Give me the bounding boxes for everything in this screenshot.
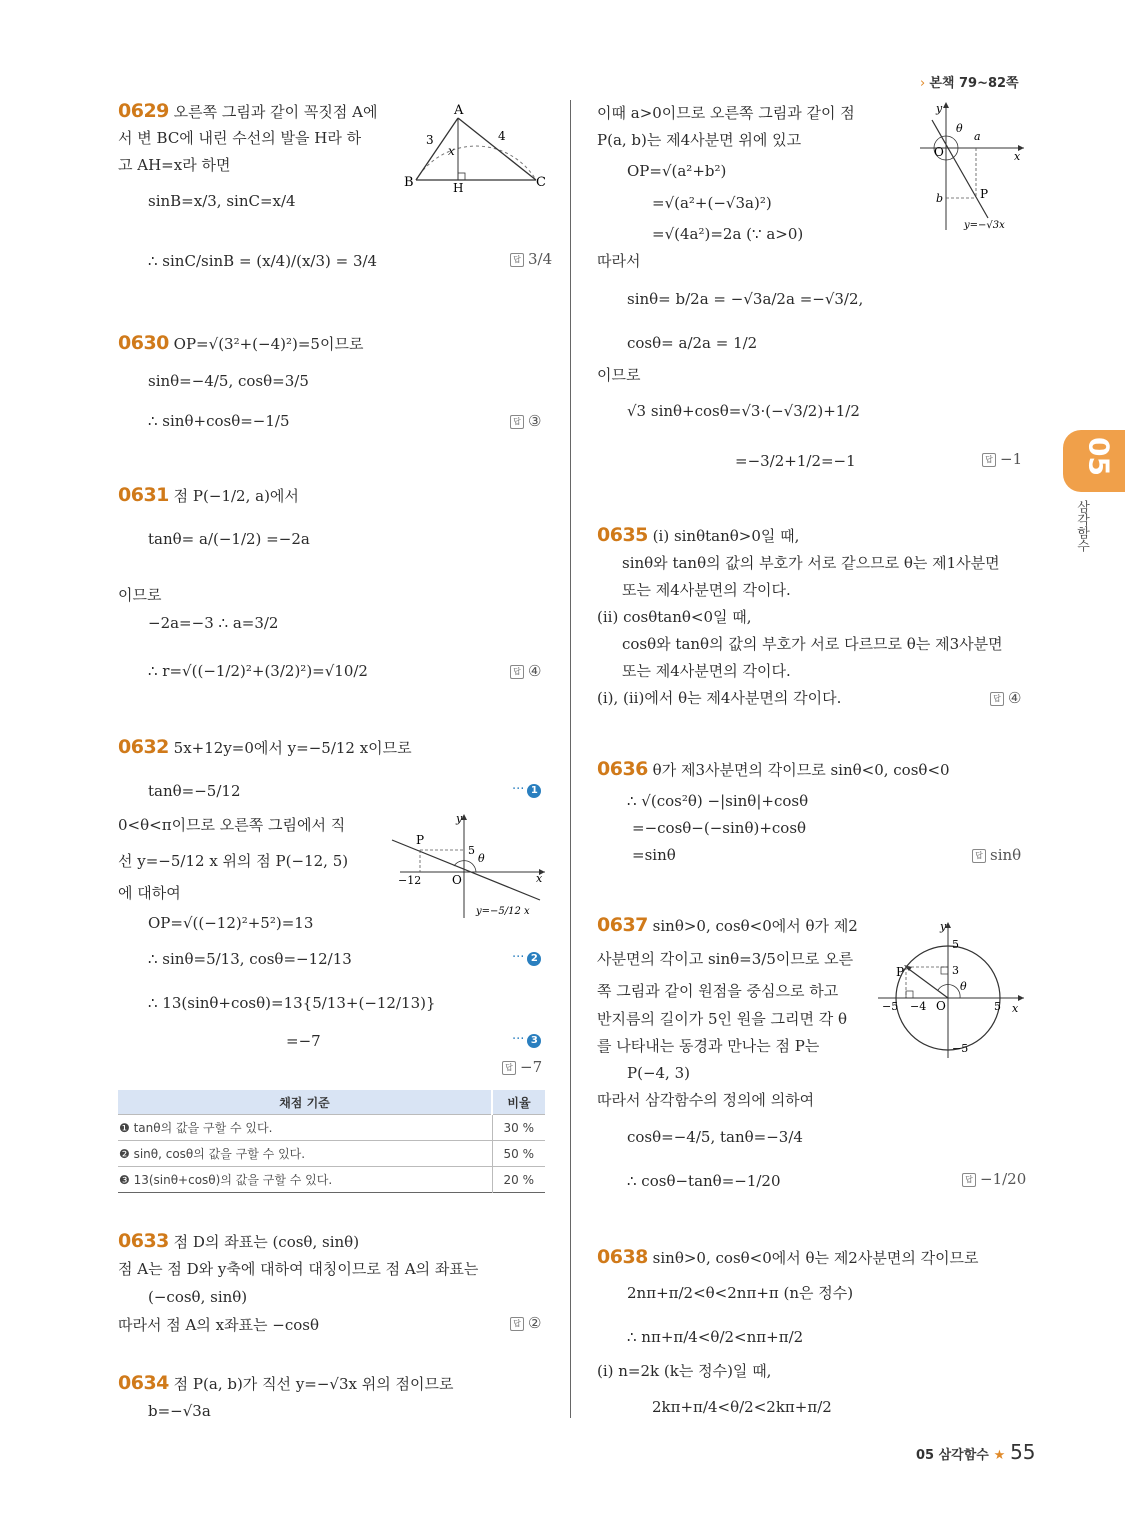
problem-0632 bbox=[118, 736, 412, 759]
problem-number: 0636 bbox=[597, 758, 648, 780]
text-line: 점 D의 좌표는 (cosθ, sinθ) bbox=[173, 1233, 360, 1251]
problem-number: 0637 bbox=[597, 914, 648, 936]
answer bbox=[990, 689, 1021, 707]
text-line: 오른쪽 그림과 같이 꼭짓점 A에 bbox=[173, 103, 378, 121]
problem-number: 0638 bbox=[597, 1246, 648, 1268]
ratio-cell: 30 % bbox=[492, 1115, 545, 1141]
line-graph-figure bbox=[390, 810, 550, 920]
label-minus-12: −12 bbox=[398, 874, 422, 887]
label-5: 5 bbox=[468, 844, 475, 857]
formula-line: cosθ=−4/5, tanθ=−3/4 bbox=[627, 1128, 803, 1146]
page-footer bbox=[916, 1440, 1036, 1464]
label-x: x bbox=[536, 872, 543, 885]
text-line: 5x+12y=0에서 y=−5/12 x이므로 bbox=[173, 739, 412, 757]
header-criteria: 채점 기준 bbox=[118, 1090, 492, 1115]
label-5-right: 5 bbox=[994, 1000, 1001, 1013]
formula-line: ∴ √(cos²θ) −|sinθ|+cosθ bbox=[627, 792, 809, 810]
answer bbox=[510, 412, 541, 430]
formula-line: =−3/2+1/2=−1 bbox=[735, 452, 856, 470]
label-B: B bbox=[404, 175, 414, 190]
label-x: x bbox=[448, 144, 455, 158]
label-P: P bbox=[416, 833, 425, 847]
formula-line: OP=√((−12)²+5²)=13 bbox=[148, 914, 314, 932]
text-line: (i), (ii)에서 θ는 제4사분면의 각이다. bbox=[597, 689, 842, 707]
answer-icon bbox=[510, 665, 524, 679]
formula-line: (−cosθ, sinθ) bbox=[148, 1288, 248, 1306]
text-line: cosθ와 tanθ의 값의 부호가 서로 다르므로 θ는 제3사분면 bbox=[622, 635, 1003, 653]
problem-number: 0630 bbox=[118, 332, 169, 354]
answer bbox=[510, 1314, 541, 1332]
text-line: (i) n=2k (k는 정수)일 때, bbox=[597, 1362, 772, 1380]
formula-line: 2nπ+π/2<θ<2nπ+π (n은 정수) bbox=[627, 1284, 854, 1302]
answer-value: −1 bbox=[1000, 450, 1023, 468]
formula-line: =−cosθ−(−sinθ)+cosθ bbox=[632, 819, 807, 837]
column-divider bbox=[570, 100, 571, 1418]
circle-figure bbox=[876, 918, 1026, 1060]
label-3: 3 bbox=[426, 133, 434, 147]
label-O: O bbox=[936, 999, 946, 1013]
step-marker-3: ··· 3 bbox=[512, 1032, 541, 1048]
text-line: 를 나타내는 동경과 만나는 점 P는 bbox=[597, 1037, 820, 1055]
formula-line: ∴ sinθ=5/13, cosθ=−12/13 bbox=[148, 950, 352, 968]
text-line: 사분면의 각이고 sinθ=3/5이므로 오른 bbox=[597, 950, 854, 968]
answer-value: −1/20 bbox=[980, 1170, 1027, 1188]
answer-value: sinθ bbox=[990, 846, 1022, 864]
page-number: 55 bbox=[1010, 1440, 1036, 1464]
formula-line: ∴ cosθ−tanθ=−1/20 bbox=[627, 1172, 781, 1190]
label-y: y bbox=[936, 102, 943, 115]
answer-icon bbox=[510, 1317, 524, 1331]
text-line: 서 변 BC에 내린 수선의 발을 H라 하 bbox=[118, 129, 362, 147]
text-line: 에 대하여 bbox=[118, 884, 181, 902]
formula-line: OP=√(a²+b²) bbox=[627, 162, 727, 180]
answer-value: ④ bbox=[1008, 689, 1022, 707]
answer-value: ④ bbox=[528, 662, 542, 680]
text-line: 점 P(−1/2, a)에서 bbox=[173, 487, 299, 505]
step-marker-2: ··· 2 bbox=[512, 950, 541, 966]
label-line: y=−√3x bbox=[964, 220, 1005, 231]
formula-line: =sinθ bbox=[632, 846, 676, 864]
label-C: C bbox=[536, 175, 546, 190]
label-4: 4 bbox=[498, 129, 506, 143]
page-reference bbox=[920, 72, 1019, 91]
label-theta: θ bbox=[956, 122, 963, 135]
text-line: OP=√(3²+(−4)²)=5이므로 bbox=[173, 335, 364, 353]
table-row bbox=[118, 1167, 545, 1193]
formula-line: −2a=−3 ∴ a=3/2 bbox=[148, 614, 279, 632]
text-line: sinθ>0, cosθ<0에서 θ는 제2사분면의 각이므로 bbox=[652, 1249, 979, 1267]
text-line: 고 AH=x라 하면 bbox=[118, 156, 231, 174]
problem-number: 0635 bbox=[597, 524, 648, 546]
label-y: y bbox=[940, 920, 947, 933]
label-O: O bbox=[934, 145, 944, 159]
answer-value: −7 bbox=[520, 1058, 543, 1076]
problem-0638 bbox=[597, 1246, 979, 1269]
answer bbox=[510, 250, 552, 268]
text-line: 이므로 bbox=[118, 586, 162, 604]
text-line: θ가 제3사분면의 각이므로 sinθ<0, cosθ<0 bbox=[652, 761, 950, 779]
answer-icon bbox=[982, 453, 996, 467]
formula-line: b=−√3a bbox=[148, 1402, 211, 1420]
formula-line: =−7 bbox=[286, 1032, 321, 1050]
star-icon: ★ bbox=[993, 1448, 1006, 1463]
answer-icon bbox=[510, 415, 524, 429]
answer bbox=[962, 1170, 1026, 1188]
formula-line: ∴ 13(sinθ+cosθ)=13{5/13+(−12/13)} bbox=[148, 994, 436, 1012]
arrow-icon: › bbox=[920, 76, 926, 91]
label-minus-5-bottom: −5 bbox=[952, 1042, 969, 1055]
table-header bbox=[118, 1090, 545, 1115]
formula-line: cosθ= a/2a = 1/2 bbox=[627, 334, 758, 352]
formula-line: =√(4a²)=2a (∵ a>0) bbox=[652, 225, 804, 243]
problem-0636 bbox=[597, 758, 950, 781]
label-theta: θ bbox=[478, 852, 485, 865]
answer-icon bbox=[972, 849, 986, 863]
problem-0634 bbox=[118, 1372, 453, 1395]
problem-number: 0633 bbox=[118, 1230, 169, 1252]
text-line: (i) sinθtanθ>0일 때, bbox=[652, 527, 800, 545]
problem-number: 0631 bbox=[118, 484, 169, 506]
answer-icon bbox=[510, 253, 524, 267]
criteria-cell: ❶ tanθ의 값을 구할 수 있다. bbox=[118, 1115, 492, 1141]
text-line: sinθ>0, cosθ<0에서 θ가 제2 bbox=[652, 917, 858, 935]
answer-value: 3/4 bbox=[528, 250, 553, 268]
text-line: 반지름의 길이가 5인 원을 그리면 각 θ bbox=[597, 1010, 848, 1028]
text-line: 점 P(a, b)가 직선 y=−√3x 위의 점이므로 bbox=[173, 1375, 454, 1393]
formula-line: sinB=x/3, sinC=x/4 bbox=[148, 192, 296, 210]
problem-0629 bbox=[118, 100, 377, 123]
answer-value: ② bbox=[528, 1314, 542, 1332]
formula-line: sinθ= b/2a = −√3a/2a =−√3/2, bbox=[627, 290, 864, 308]
criteria-cell: ❷ sinθ, cosθ의 값을 구할 수 있다. bbox=[118, 1141, 492, 1167]
answer-icon bbox=[962, 1173, 976, 1187]
text-line: (ii) cosθtanθ<0일 때, bbox=[597, 608, 752, 626]
label-b: b bbox=[936, 192, 944, 205]
text-line: 따라서 삼각함수의 정의에 의하여 bbox=[597, 1091, 815, 1109]
label-x: x bbox=[1012, 1002, 1019, 1015]
label-A: A bbox=[454, 103, 464, 118]
problem-0633 bbox=[118, 1230, 359, 1253]
answer bbox=[972, 846, 1021, 864]
answer-value: ③ bbox=[528, 412, 542, 430]
triangle-figure bbox=[400, 100, 550, 195]
text-line: 쪽 그림과 같이 원점을 중심으로 하고 bbox=[597, 982, 839, 1000]
text-line: 이때 a>0이므로 오른쪽 그림과 같이 점 bbox=[597, 104, 855, 122]
text-line: 따라서 점 A의 x좌표는 −cosθ bbox=[118, 1316, 320, 1334]
text-line: 또는 제4사분면의 각이다. bbox=[622, 662, 791, 680]
header-ratio: 비율 bbox=[492, 1090, 545, 1115]
label-minus-5: −5 bbox=[882, 1000, 899, 1013]
problem-0630 bbox=[118, 332, 363, 355]
answer bbox=[982, 450, 1022, 468]
chapter-tab-number: 05 bbox=[1082, 437, 1116, 476]
formula-line: ∴ sinθ+cosθ=−1/5 bbox=[148, 412, 290, 430]
ratio-cell: 20 % bbox=[492, 1167, 545, 1193]
table-row bbox=[118, 1141, 545, 1167]
label-minus-4: −4 bbox=[910, 1000, 927, 1013]
text-line: 또는 제4사분면의 각이다. bbox=[622, 581, 791, 599]
problem-0631 bbox=[118, 484, 299, 507]
problem-number: 0634 bbox=[118, 1372, 169, 1394]
problem-number: 0632 bbox=[118, 736, 169, 758]
chapter-tab-label: 삼각함수 bbox=[1074, 500, 1089, 552]
answer bbox=[510, 662, 541, 680]
formula-line: ∴ sinC/sinB = (x/4)/(x/3) = 3/4 bbox=[148, 252, 378, 270]
formula-line: P(−4, 3) bbox=[627, 1064, 690, 1082]
formula-line: √3 sinθ+cosθ=√3·(−√3/2)+1/2 bbox=[627, 402, 860, 420]
formula-line: sinθ=−4/5, cosθ=3/5 bbox=[148, 372, 309, 390]
formula-line: =√(a²+(−√3a)²) bbox=[652, 194, 772, 212]
label-x: x bbox=[1014, 150, 1021, 163]
answer bbox=[502, 1058, 542, 1076]
formula-line: tanθ= a/(−1/2) =−2a bbox=[148, 530, 310, 548]
label-line: y=−5/12 x bbox=[476, 906, 530, 917]
formula-line: tanθ=−5/12 bbox=[148, 782, 241, 800]
label-P: P bbox=[980, 187, 989, 201]
page-reference-text: 본책 79~82쪽 bbox=[929, 76, 1019, 91]
text-line: 이므로 bbox=[597, 366, 641, 384]
problem-0635 bbox=[597, 524, 799, 547]
formula-line: ∴ nπ+π/4<θ/2<nπ+π/2 bbox=[627, 1328, 804, 1346]
criteria-cell: ❸ 13(sinθ+cosθ)의 값을 구할 수 있다. bbox=[118, 1167, 492, 1193]
text-line: 선 y=−5/12 x 위의 점 P(−12, 5) bbox=[118, 852, 349, 870]
chapter-tab bbox=[1063, 430, 1125, 492]
table-row bbox=[118, 1115, 545, 1141]
label-O: O bbox=[452, 873, 462, 887]
grading-table bbox=[118, 1090, 545, 1193]
formula-line: ∴ r=√((−1/2)²+(3/2)²)=√10/2 bbox=[148, 662, 368, 680]
label-P: P bbox=[896, 965, 905, 979]
formula-line: 2kπ+π/4<θ/2<2kπ+π/2 bbox=[652, 1398, 832, 1416]
ratio-cell: 50 % bbox=[492, 1141, 545, 1167]
text-line: 따라서 bbox=[597, 252, 641, 270]
text-line: 0<θ<π이므로 오른쪽 그림에서 직 bbox=[118, 816, 346, 834]
footer-chapter: 05 삼각함수 bbox=[916, 1448, 989, 1463]
problem-0637 bbox=[597, 914, 858, 937]
label-H: H bbox=[453, 181, 464, 195]
label-5-top: 5 bbox=[952, 938, 959, 951]
line-graph-figure bbox=[918, 100, 1028, 235]
answer-icon bbox=[502, 1061, 516, 1075]
answer-icon bbox=[990, 692, 1004, 706]
text-line: 점 A는 점 D와 y축에 대하여 대칭이므로 점 A의 좌표는 bbox=[118, 1260, 479, 1278]
label-y: y bbox=[456, 812, 463, 825]
label-3: 3 bbox=[952, 964, 959, 977]
problem-number: 0629 bbox=[118, 100, 169, 122]
label-a: a bbox=[974, 130, 981, 143]
label-theta: θ bbox=[960, 980, 967, 993]
text-line: P(a, b)는 제4사분면 위에 있고 bbox=[597, 131, 802, 149]
step-marker-1: ··· 1 bbox=[512, 782, 541, 798]
text-line: sinθ와 tanθ의 값의 부호가 서로 같으므로 θ는 제1사분면 bbox=[622, 554, 1000, 572]
